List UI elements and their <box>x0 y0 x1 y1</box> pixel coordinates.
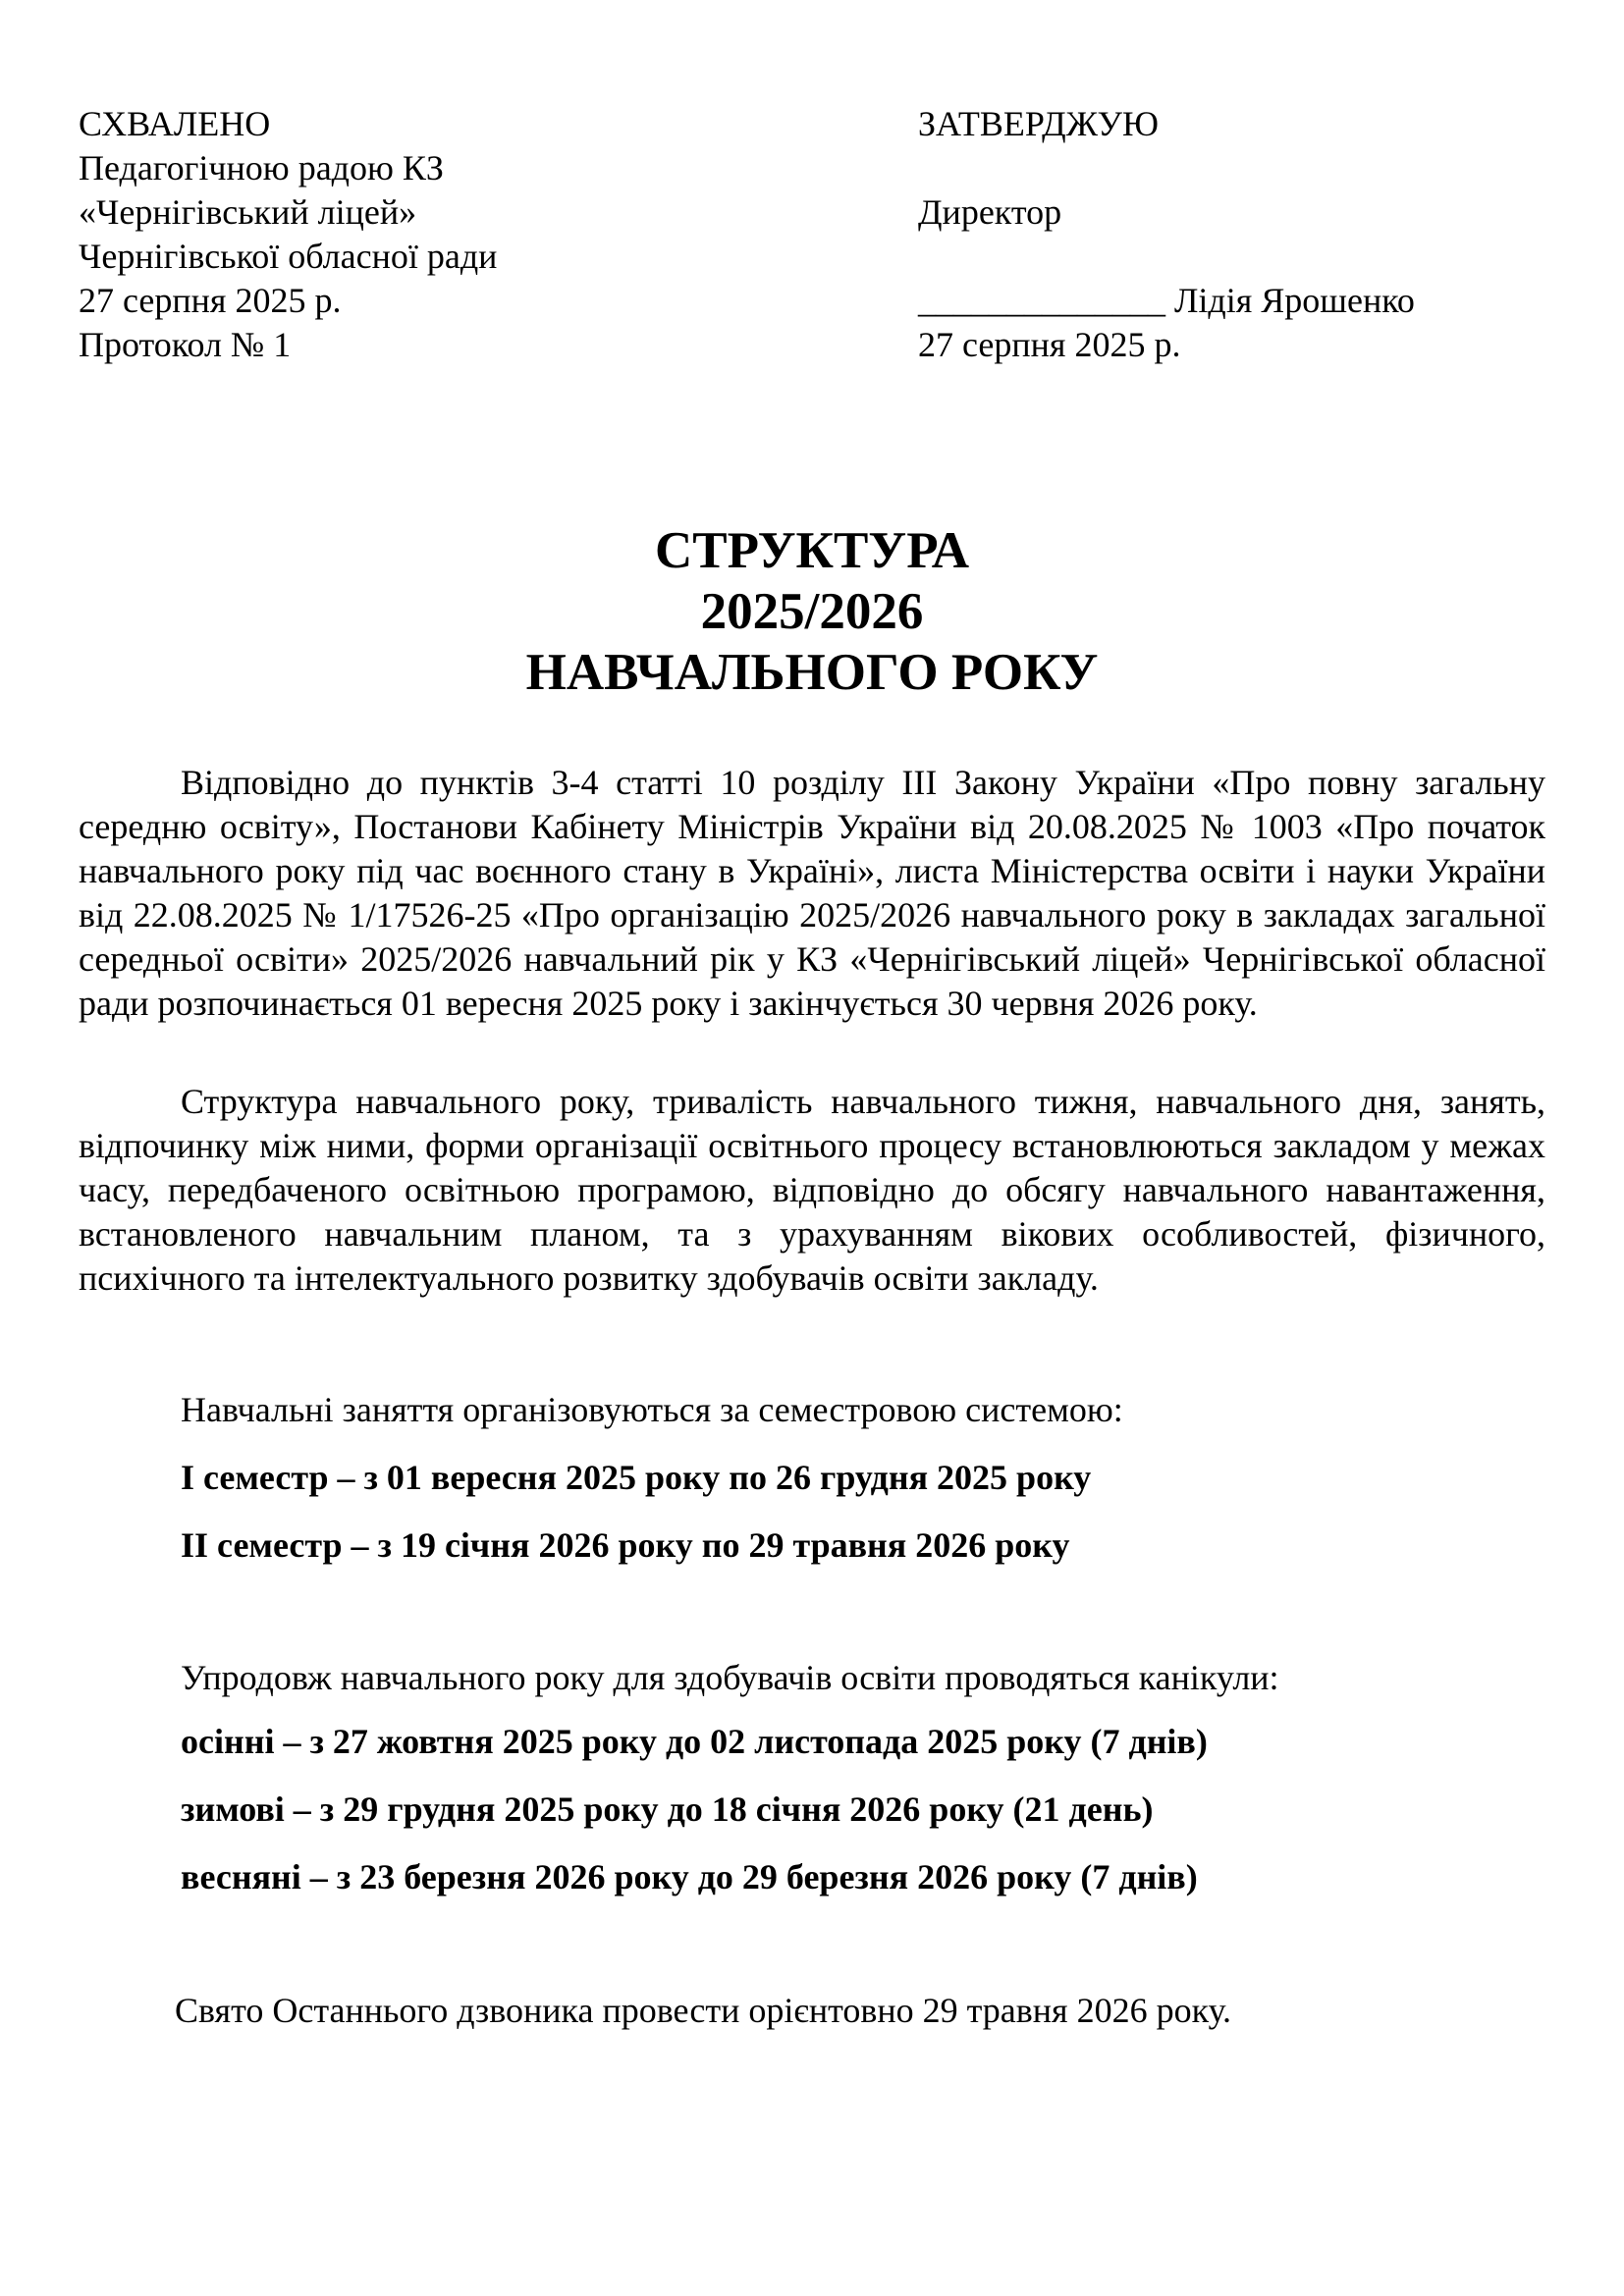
title-line: 2025/2026 <box>700 583 924 640</box>
semester-intro: Навчальні заняття організовуються за семестровою системою: <box>181 1390 1123 1429</box>
confirm-heading: ЗАТВЕРДЖУЮ <box>918 104 1159 143</box>
holiday-autumn: осінні – з 27 жовтня 2025 року до 02 листопада 2025 року (7 днів) <box>181 1722 1208 1761</box>
approval-protocol: Протокол № 1 <box>79 325 292 364</box>
approval-date: 27 серпня 2025 р. <box>79 281 342 320</box>
closing-note: Свято Останнього дзвоника провести орієнтовно 29 травня 2026 року. <box>175 1991 1231 2030</box>
approval-body-line: «Чернігівський ліцей» <box>79 192 417 232</box>
holiday-spring: весняні – з 23 березня 2026 року до 29 березня 2026 року (7 днів) <box>181 1857 1198 1896</box>
confirm-date: 27 серпня 2025 р. <box>918 325 1181 364</box>
approval-body-line: Педагогічною радою КЗ <box>79 148 444 187</box>
title-line: НАВЧАЛЬНОГО РОКУ <box>525 644 1099 701</box>
confirm-position: Директор <box>918 192 1062 232</box>
approval-body-line: Чернігівської обласної ради <box>79 237 498 276</box>
approval-heading: СХВАЛЕНО <box>79 104 271 143</box>
title-line: СТРУКТУРА <box>654 522 970 579</box>
approval-block-left <box>79 102 628 367</box>
holidays-intro: Упродовж навчального року для здобувачів освіти проводяться канікули: <box>181 1658 1279 1697</box>
holiday-winter: зимові – з 29 грудня 2025 року до 18 січня 2026 року (21 день) <box>181 1789 1154 1829</box>
semester-first: І семестр – з 01 вересня 2025 року по 26 грудня 2025 року <box>181 1458 1092 1497</box>
confirm-signature-line: ______________ Лідія Ярошенко <box>918 281 1415 320</box>
paragraph-legal-basis: Відповідно до пунктів 3-4 статті 10 розділу ІІІ Закону України «Про повну загальну середню освіту», Постанови Кабінету Міністрів України від 20.08.2025 № 1003 «Про початок навчального року під час воєнного стану в Україні», листа Міністерства освіти і науки України від 22.08.2025 № 1/17526-25 «Про організацію 2025/2026 навчального року в закладах загальної середньої освіти» 2025/2026 навчальний рік у КЗ «Чернігівський ліцей» Чернігівської обласної ради розпочинається 01 вересня 2025 року і закінчується 30 червня 2026 року. <box>79 763 1545 1023</box>
semester-second: ІІ семестр – з 19 січня 2026 року по 29 травня 2026 року <box>181 1525 1070 1565</box>
approval-block-right <box>918 102 1546 367</box>
document-title <box>0 520 1624 703</box>
paragraph-structure: Структура навчального року, тривалість навчального тижня, навчального дня, занять, відпочинку між ними, форми організації освітнього процесу встановлюються закладом у межах часу, передбаченого освітньою програмою, відповідно до обсягу навчального навантаження, встановленого навчальним планом, та з урахуванням вікових особливостей, фізичного, психічного та інтелектуального розвитку здобувачів освіти закладу. <box>79 1082 1545 1298</box>
